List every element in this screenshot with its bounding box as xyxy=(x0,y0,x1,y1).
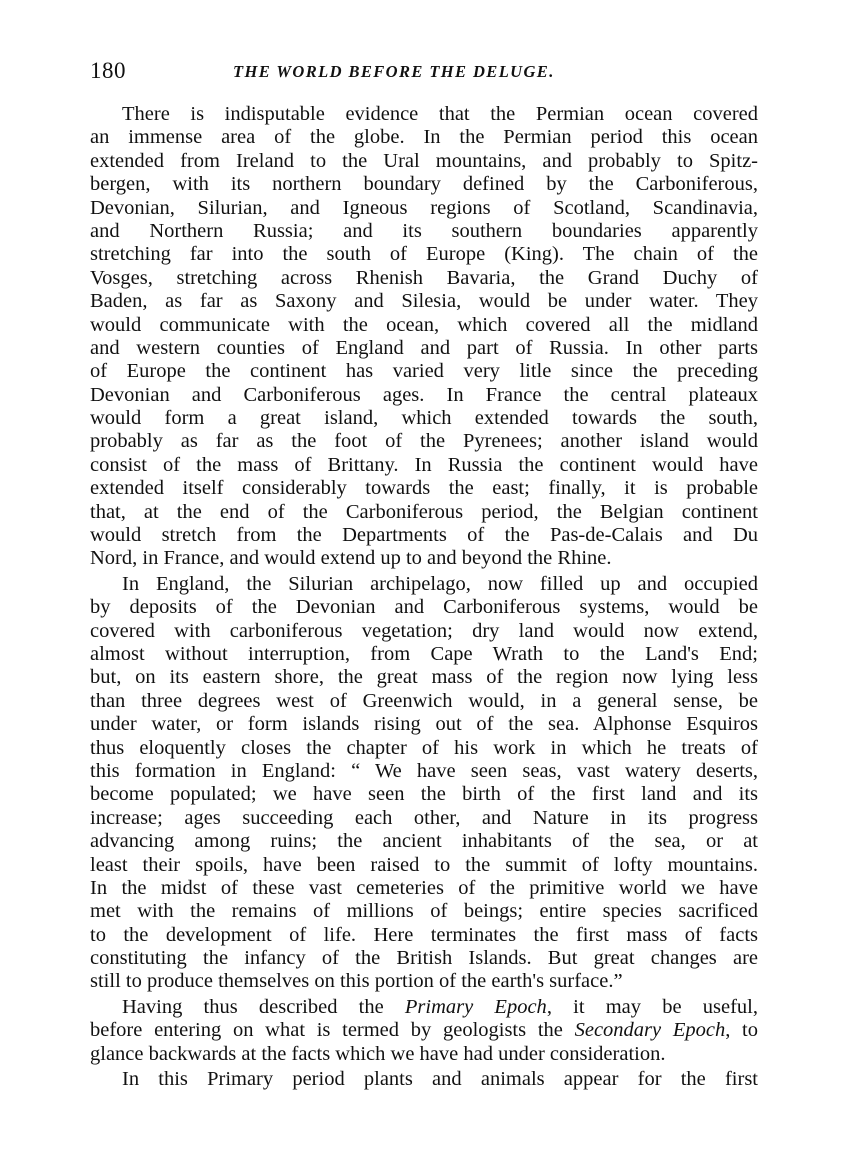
text-line: and Northern Russia; and its southern boundaries apparently xyxy=(90,219,758,242)
page-number: 180 xyxy=(90,58,126,83)
text-line: Devonian, Silurian, and Igneous regions of Scotland, Scandinavia, xyxy=(90,196,758,219)
text-line xyxy=(90,1019,758,1042)
text-line: by deposits of the Devonian and Carboniferous systems, would be xyxy=(90,596,758,619)
text-line: extended itself considerably towards the east; finally, it is probable xyxy=(90,477,758,500)
text-line: extended from Ireland to the Ural mountains, and probably to Spitz- xyxy=(90,149,758,172)
text-line: an immense area of the globe. In the Permian period this ocean xyxy=(90,126,758,149)
text-line: this formation in England: “ We have seen seas, vast watery deserts, xyxy=(90,759,758,782)
text-line: stretching far into the south of Europe (King). The chain of the xyxy=(90,243,758,266)
text-line: become populated; we have seen the birth of the first land and its xyxy=(90,783,758,806)
text-line: would communicate with the ocean, which covered all the midland xyxy=(90,313,758,336)
paragraph-3 xyxy=(90,996,758,1066)
text-line: still to produce themselves on this portion of the earth's surface.” xyxy=(90,970,623,993)
running-title: THE WORLD BEFORE THE DELUGE. xyxy=(233,62,555,81)
text-line: In this Primary period plants and animals appear for the first xyxy=(122,1068,758,1091)
text-span: Having thus described the xyxy=(122,995,405,1018)
text-span: before entering on what is termed by geologists the xyxy=(90,1019,575,1042)
italic-term: Primary Epoch xyxy=(404,995,547,1018)
text-line: advancing among ruins; the ancient inhabitants of the sea, or at xyxy=(90,830,758,853)
text-line: would stretch from the Departments of the Pas-de-Calais and Du xyxy=(90,524,758,547)
text-line: Vosges, stretching across Rhenish Bavaria, the Grand Duchy of xyxy=(90,266,758,289)
paragraph-1 xyxy=(90,103,758,571)
text-line: glance backwards at the facts which we have had under consideration. xyxy=(90,1042,666,1065)
paragraph-2 xyxy=(90,573,758,994)
paragraph-4 xyxy=(90,1068,758,1091)
text-line: to the development of life. Here terminates the first mass of facts xyxy=(90,923,758,946)
text-line: consist of the mass of Brittany. In Russia the continent would have xyxy=(90,453,758,476)
text-line: than three degrees west of Greenwich would, in a general sense, be xyxy=(90,689,758,712)
text-line: covered with carboniferous vegetation; dry land would now extend, xyxy=(90,619,758,642)
text-line: and western counties of England and part of Russia. In other parts xyxy=(90,336,758,359)
text-span: , it may be useful, xyxy=(546,995,758,1018)
text-line: In the midst of these vast cemeteries of the primitive world we have xyxy=(90,876,758,899)
text-line: but, on its eastern shore, the great mass of the region now lying less xyxy=(90,666,758,689)
text-line: probably as far as the foot of the Pyrenees; another island would xyxy=(90,430,758,453)
running-head xyxy=(90,58,760,88)
italic-term: Secondary Epoch xyxy=(574,1019,726,1042)
text-line: thus eloquently closes the chapter of his work in which he treats of xyxy=(90,736,758,759)
text-line: bergen, with its northern boundary defined by the Carboniferous, xyxy=(90,173,758,196)
text-line: met with the remains of millions of beings; entire species sacrificed xyxy=(90,900,758,923)
text-line: Nord, in France, and would extend up to and beyond the Rhine. xyxy=(90,547,612,570)
text-span: , to xyxy=(725,1019,759,1042)
text-line: increase; ages succeeding each other, and Nature in its progress xyxy=(90,806,758,829)
text-line: least their spoils, have been raised to the summit of lofty mountains. xyxy=(90,853,758,876)
text-line: Devonian and Carboniferous ages. In France the central plateaux xyxy=(90,383,758,406)
text-line: There is indisputable evidence that the Permian ocean covered xyxy=(122,103,758,125)
text-line: that, at the end of the Carboniferous period, the Belgian continent xyxy=(90,500,758,523)
text-line: would form a great island, which extended towards the south, xyxy=(90,407,758,430)
text-line: In England, the Silurian archipelago, now filled up and occupied xyxy=(122,572,758,595)
text-line: of Europe the continent has varied very litle since the preceding xyxy=(90,360,758,383)
body-text xyxy=(90,103,758,1093)
text-line: Baden, as far as Saxony and Silesia, would be under water. They xyxy=(90,290,758,313)
text-line: under water, or form islands rising out of the sea. Alphonse Esquiros xyxy=(90,713,758,736)
text-line xyxy=(90,996,758,1019)
text-line: almost without interruption, from Cape Wrath to the Land's End; xyxy=(90,642,758,665)
text-line: constituting the infancy of the British Islands. But great changes are xyxy=(90,947,758,970)
